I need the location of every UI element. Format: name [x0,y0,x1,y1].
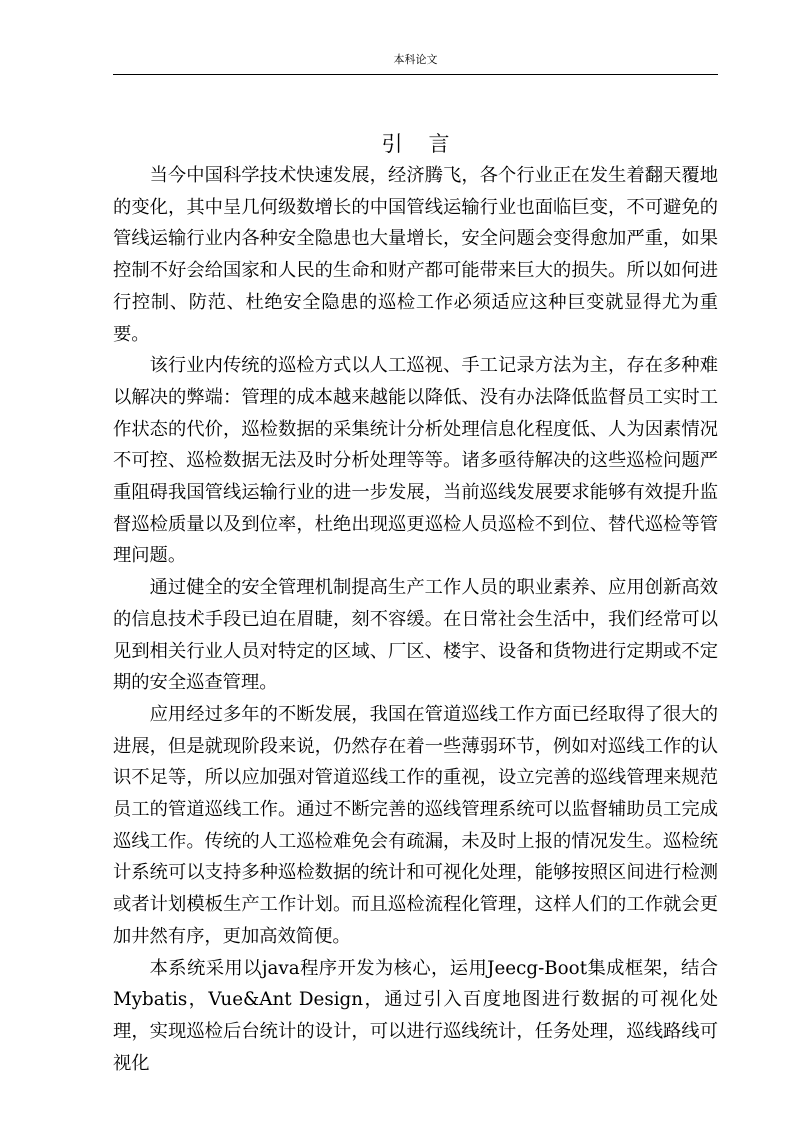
body-text [113,160,718,1079]
paragraph-1: 当今中国科学技术快速发展，经济腾飞，各个行业正在发生着翻天覆地的变化，其中呈几何级数增长的中国管线运输行业也面临巨变，不可避免的管线运输行业内各种安全隐患也大量增长，安全问题会变得愈加严重，如果控制不好会给国家和人民的生命和财产都可能带来巨大的损失。所以如何进行控制、防范、杜绝安全隐患的巡检工作必须适应这种巨变就显得尤为重要。 [113,165,718,345]
paragraph-4: 应用经过多年的不断发展，我国在管道巡线工作方面已经取得了很大的进展，但是就现阶段来说，仍然存在着一些薄弱环节，例如对巡线工作的认识不足等，所以应加强对管道巡线工作的重视，设立完善的巡线管理来规范员工的管道巡线工作。通过不断完善的巡线管理系统可以监督辅助员工完成巡线工作。传统的人工巡检难免会有疏漏，未及时上报的情况发生。巡检统计系统可以支持多种巡检数据的统计和可视化处理，能够按照区间进行检测或者计划模板生产工作计划。而且巡检流程化管理，这样人们的工作就会更加井然有序，更加高效简便。 [113,703,718,947]
section-title: 引言 [381,132,476,156]
paragraph-5: 本系统采用以java程序开发为核心，运用Jeecg-Boot集成框架，结合Mybatis，Vue&Ant Design，通过引入百度地图进行数据的可视化处理，实现巡检后台统计的设计，可以进行巡线统计，任务处理，巡线路线可视化 [113,957,718,1074]
page-header: 本科论文 [113,52,718,75]
paragraph-2: 该行业内传统的巡检方式以人工巡视、手工记录方法为主，存在多种难以解决的弊端：管理的成本越来越能以降低、没有办法降低监督员工实时工作状态的代价，巡检数据的采集统计分析处理信息化程度低、人为因素情况不可控、巡检数据无法及时分析处理等等。诸多亟待解决的这些巡检问题严重阻碍我国管线运输行业的进一步发展，当前巡线发展要求能够有效提升监督巡检质量以及到位率，杜绝出现巡更巡检人员巡检不到位、替代巡检等管理问题。 [113,355,718,567]
paragraph-3: 通过健全的安全管理机制提高生产工作人员的职业素养、应用创新高效的信息技术手段已迫在眉睫，刻不容缓。在日常社会生活中，我们经常可以见到相关行业人员对特定的区域、厂区、楼宇、设备和货物进行定期或不定期的安全巡查管理。 [113,577,718,694]
